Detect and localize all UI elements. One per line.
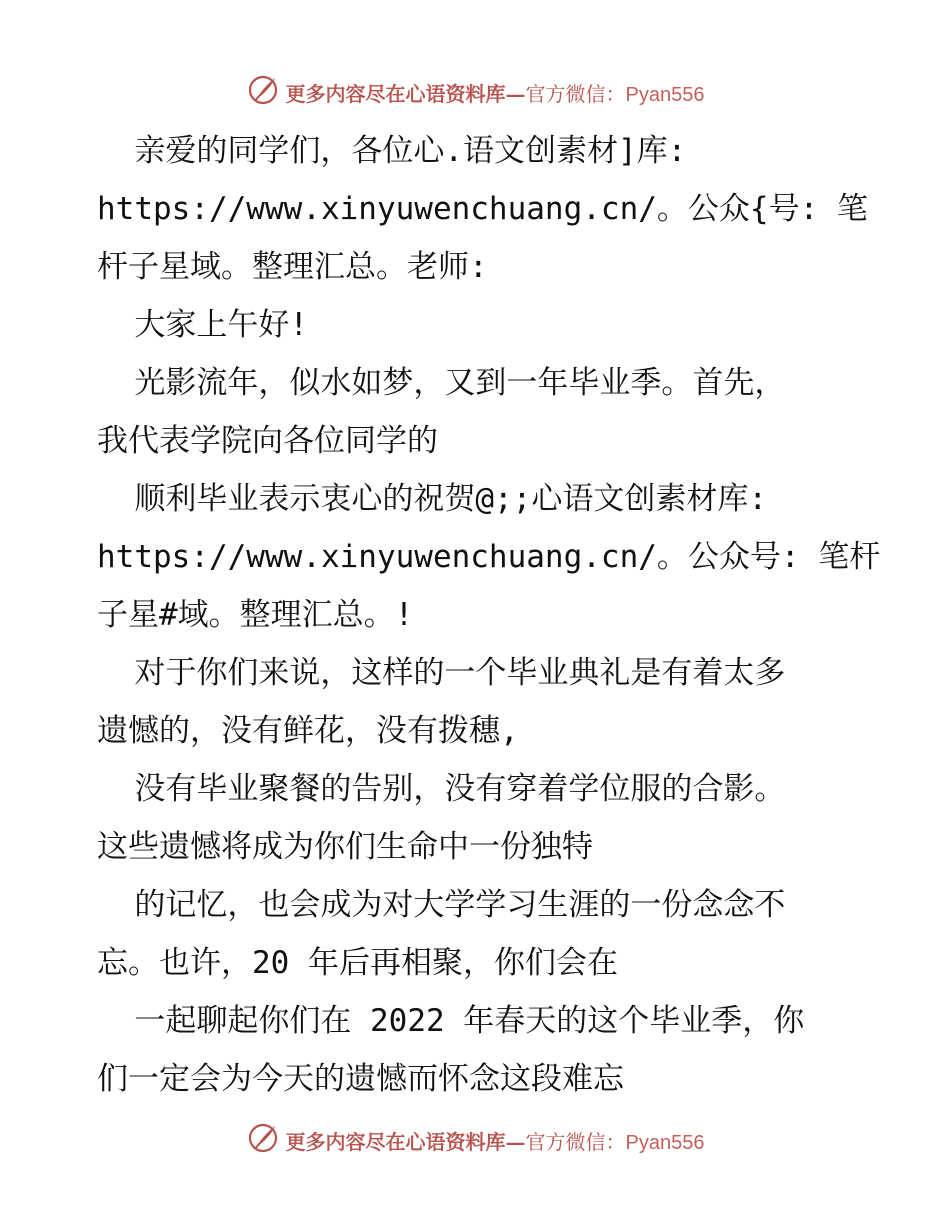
banner-text xyxy=(286,1126,705,1155)
banner-dash: — xyxy=(505,81,526,106)
text-line: 大家上午好! xyxy=(97,307,308,343)
footer-banner xyxy=(0,1120,950,1160)
text-line: 杆子星域。整理汇总。老师: xyxy=(97,249,488,285)
text-line: 对于你们来说，这样的一个毕业典礼是有着太多 xyxy=(97,655,786,691)
banner-wechat-label: 官方微信： xyxy=(525,1129,626,1154)
text-line: https://www.xinyuwenchuang.cn/。公众{号: 笔 xyxy=(97,191,868,227)
text-line: 我代表学院向各位同学的 xyxy=(97,423,438,459)
text-line: 的记忆，也会成为对大学学习生涯的一份念念不 xyxy=(97,887,786,923)
text-line: 亲爱的同学们，各位心.语文创素材]库: xyxy=(97,133,687,169)
text-line: https://www.xinyuwenchuang.cn/。公众号: 笔杆 xyxy=(97,539,881,575)
banner-dash: — xyxy=(505,1129,526,1154)
text-line: 遗憾的，没有鲜花，没有拨穗, xyxy=(97,713,519,749)
banner-wechat-id: Pyan556 xyxy=(625,1131,705,1154)
quill-logo-icon xyxy=(246,1121,280,1160)
text-line: 一起聊起你们在 2022 年春天的这个毕业季，你 xyxy=(97,1003,805,1039)
banner-wechat-label: 官方微信： xyxy=(525,81,626,106)
document-body xyxy=(97,122,881,1108)
banner-main: 更多内容尽在心语资料库 xyxy=(285,1129,506,1154)
banner-main: 更多内容尽在心语资料库 xyxy=(285,81,506,106)
text-line: 们一定会为今天的遗憾而怀念这段难忘 xyxy=(97,1061,624,1097)
text-line: 顺利毕业表示衷心的祝贺@;;心语文创素材库: xyxy=(97,481,767,517)
banner-text xyxy=(286,78,705,107)
text-line: 光影流年，似水如梦，又到一年毕业季。首先， xyxy=(97,365,786,401)
quill-logo-icon xyxy=(246,73,280,112)
text-line: 忘。也许，20 年后再相聚，你们会在 xyxy=(97,945,618,981)
banner-wechat-id: Pyan556 xyxy=(625,83,705,106)
text-line: 这些遗憾将成为你们生命中一份独特 xyxy=(97,829,593,865)
header-banner xyxy=(0,72,950,112)
text-line: 子星#域。整理汇总。! xyxy=(97,597,414,633)
text-line: 没有毕业聚餐的告别，没有穿着学位服的合影。 xyxy=(97,771,786,807)
